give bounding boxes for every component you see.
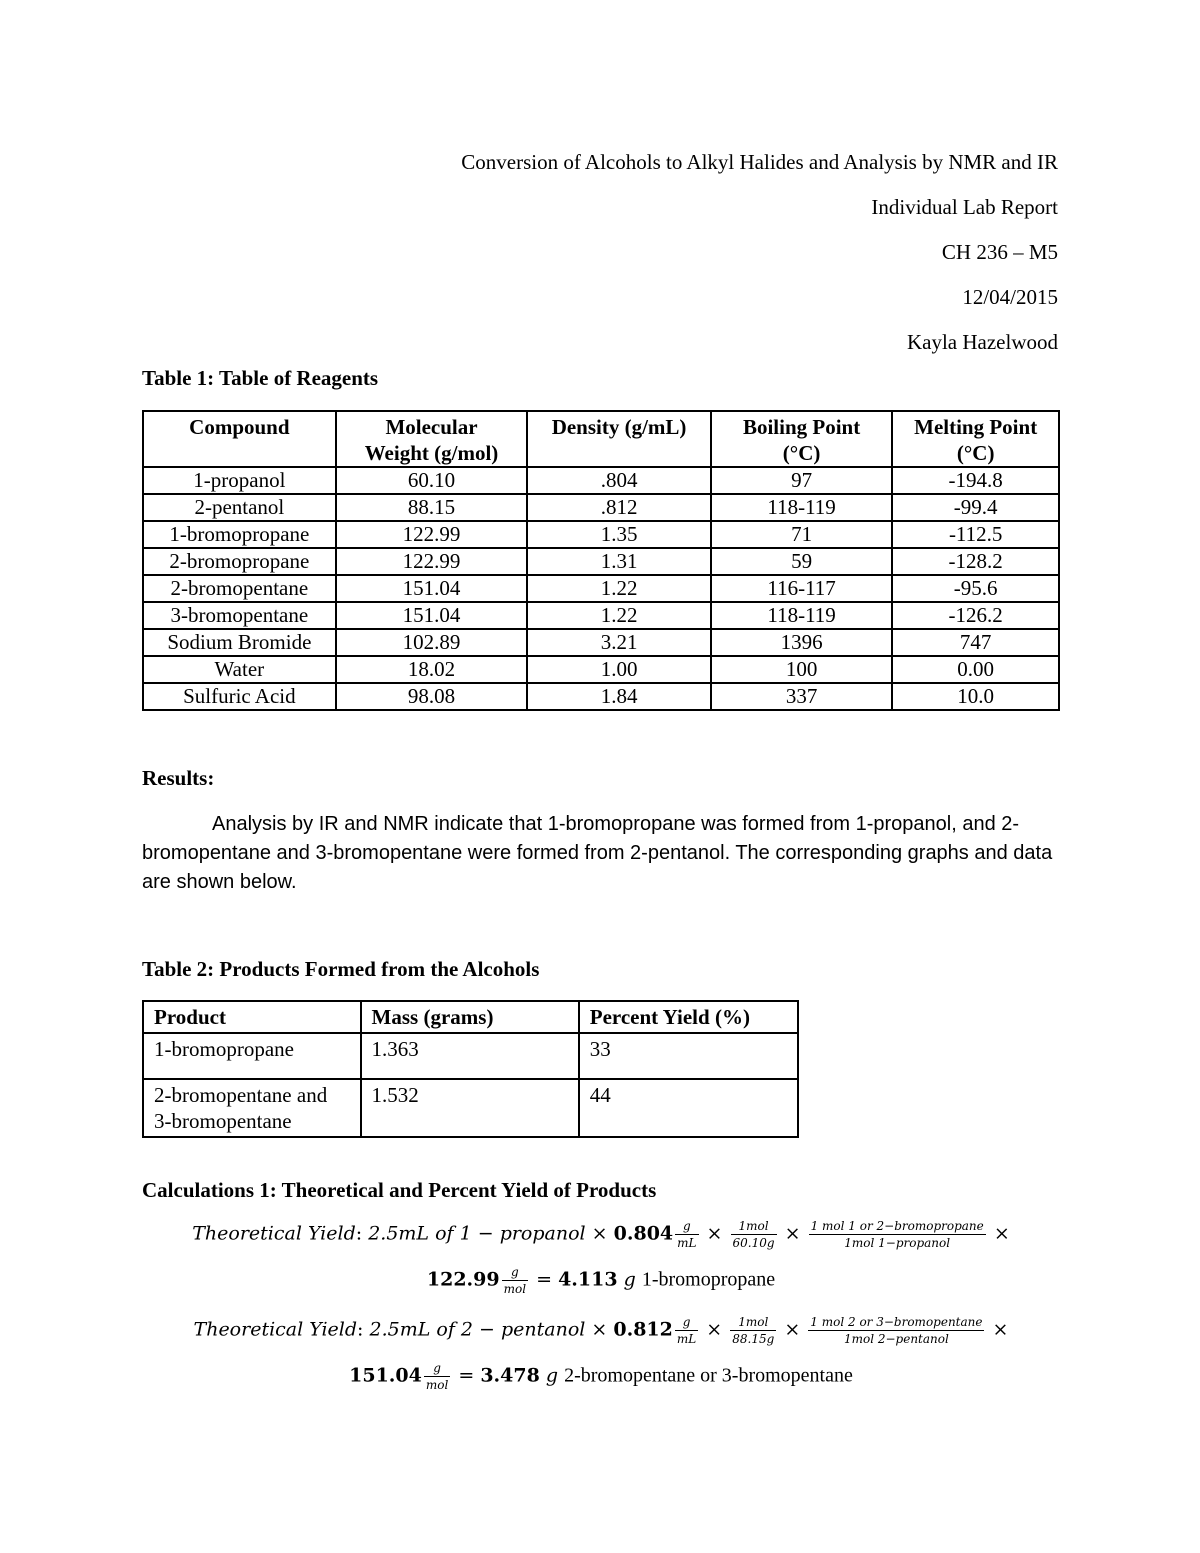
header-cell: Percent Yield (%)	[579, 1001, 798, 1033]
table-cell: 1.532	[361, 1079, 579, 1137]
table-cell: 337	[711, 683, 893, 710]
header-cell: Mass (grams)	[361, 1001, 579, 1033]
table-cell: 118-119	[711, 602, 893, 629]
report-type: Individual Lab Report	[871, 195, 1058, 219]
results-heading: Results:	[142, 766, 215, 790]
reagents-table	[142, 410, 1060, 711]
calc1-line2: 122.99 $\frac{g}{\text{mol}}$ = 4.113 g 1-bromopropane	[426, 1265, 776, 1296]
results-text: Analysis by IR and NMR indicate that 1-bromopropane was formed from 1-propanol, and 2-bromopentane and 3-bromopentane were formed from 2-pentanol. The corresponding graphs and data are shown below.	[142, 813, 1053, 893]
table-row	[143, 1079, 798, 1137]
table-cell: 71	[711, 521, 893, 548]
table-cell: 1.363	[361, 1033, 579, 1079]
table-header-row	[143, 1001, 798, 1033]
table-cell: 2-bromopropane	[143, 548, 336, 575]
table-cell: .804	[527, 467, 711, 494]
products-table	[142, 1000, 799, 1138]
table-row	[143, 575, 1059, 602]
calc1-line1: Theoretical Yield: 2.5mL of 1 − propanol × 0.804 $\frac{g}{mL}$ × $\frac{\text{1mol}}{60.10g}$ × $\frac{\text{1 mol 1 or 2−bromopropane}}{\text{1mol 1−propanol}}$ ×	[192, 1219, 1010, 1250]
author-name: Kayla Hazelwood	[906, 330, 1058, 354]
table2-caption: Table 2: Products Formed from the Alcohols	[142, 957, 540, 981]
table-cell: Water	[143, 656, 336, 683]
course-code: CH 236 – M5	[941, 240, 1058, 264]
table-cell: 60.10	[336, 467, 528, 494]
table-cell: -112.5	[892, 521, 1059, 548]
table-row	[143, 521, 1059, 548]
table-cell: 151.04	[336, 602, 528, 629]
table-cell: 0.00	[892, 656, 1059, 683]
header-cell: Molecular Weight (g/mol)	[336, 411, 528, 467]
table-cell: -126.2	[892, 602, 1059, 629]
table-cell: -99.4	[892, 494, 1059, 521]
table-cell: 2-pentanol	[143, 494, 336, 521]
calc2-line2: 151.04 $\frac{g}{\text{mol}}$ = 3.478 g 2-bromopentane or 3-bromopentane	[349, 1361, 853, 1392]
table-cell: Sulfuric Acid	[143, 683, 336, 710]
table-cell: 1-propanol	[143, 467, 336, 494]
table-row	[143, 602, 1059, 629]
table-cell: 102.89	[336, 629, 528, 656]
table-cell: 59	[711, 548, 893, 575]
header-cell: Density (g/mL)	[527, 411, 711, 467]
table-header-row	[143, 411, 1059, 467]
table-cell: 88.15	[336, 494, 528, 521]
table-row	[143, 629, 1059, 656]
calc2-line1: Theoretical Yield: 2.5mL of 2 − pentanol × 0.812 $\frac{g}{mL}$ × $\frac{\text{1mol}}{88.15g}$ × $\frac{\text{1 mol 2 or 3−bromopentane}}{\text{1mol 2−pentanol}}$ ×	[193, 1315, 1009, 1346]
table-cell: 3-bromopentane	[143, 602, 336, 629]
table-row	[143, 683, 1059, 710]
header-cell: Boiling Point (°C)	[711, 411, 893, 467]
table-cell: -95.6	[892, 575, 1059, 602]
table-cell: 100	[711, 656, 893, 683]
table-cell: 1-bromopropane	[143, 1033, 361, 1079]
table-cell: .812	[527, 494, 711, 521]
report-title: Conversion of Alcohols to Alkyl Halides and Analysis by NMR and IR	[461, 150, 1058, 174]
header-cell: Product	[143, 1001, 361, 1033]
table-cell: 122.99	[336, 521, 528, 548]
table-cell: 1.00	[527, 656, 711, 683]
table-cell: 118-119	[711, 494, 893, 521]
table-row	[143, 494, 1059, 521]
report-date: 12/04/2015	[962, 285, 1058, 309]
table-cell: 1-bromopropane	[143, 521, 336, 548]
table-cell: 44	[579, 1079, 798, 1137]
calculations-heading: Calculations 1: Theoretical and Percent Yield of Products	[142, 1178, 657, 1202]
header-cell: Melting Point (°C)	[892, 411, 1059, 467]
table-cell: -194.8	[892, 467, 1059, 494]
table-cell: 2-bromopentane and 3-bromopentane	[143, 1079, 361, 1137]
table-cell: 1.22	[527, 575, 711, 602]
table-cell: 1.22	[527, 602, 711, 629]
table-cell: 1.35	[527, 521, 711, 548]
table-cell: 2-bromopentane	[143, 575, 336, 602]
table-cell: Sodium Bromide	[143, 629, 336, 656]
table-cell: -128.2	[892, 548, 1059, 575]
table-cell: 116-117	[711, 575, 893, 602]
table-cell: 98.08	[336, 683, 528, 710]
table-row	[143, 656, 1059, 683]
report-header	[461, 140, 1058, 365]
header-cell: Compound	[143, 411, 336, 467]
table-cell: 10.0	[892, 683, 1059, 710]
table-row	[143, 548, 1059, 575]
results-paragraph	[142, 810, 1060, 897]
table-cell: 97	[711, 467, 893, 494]
table-cell: 747	[892, 629, 1059, 656]
table-row	[143, 467, 1059, 494]
table-row	[143, 1033, 798, 1079]
table-cell: 18.02	[336, 656, 528, 683]
table-cell: 1396	[711, 629, 893, 656]
table-cell: 33	[579, 1033, 798, 1079]
table-cell: 151.04	[336, 575, 528, 602]
table1-caption: Table 1: Table of Reagents	[142, 366, 379, 390]
table-cell: 1.31	[527, 548, 711, 575]
table-cell: 3.21	[527, 629, 711, 656]
table-cell: 122.99	[336, 548, 528, 575]
table-cell: 1.84	[527, 683, 711, 710]
